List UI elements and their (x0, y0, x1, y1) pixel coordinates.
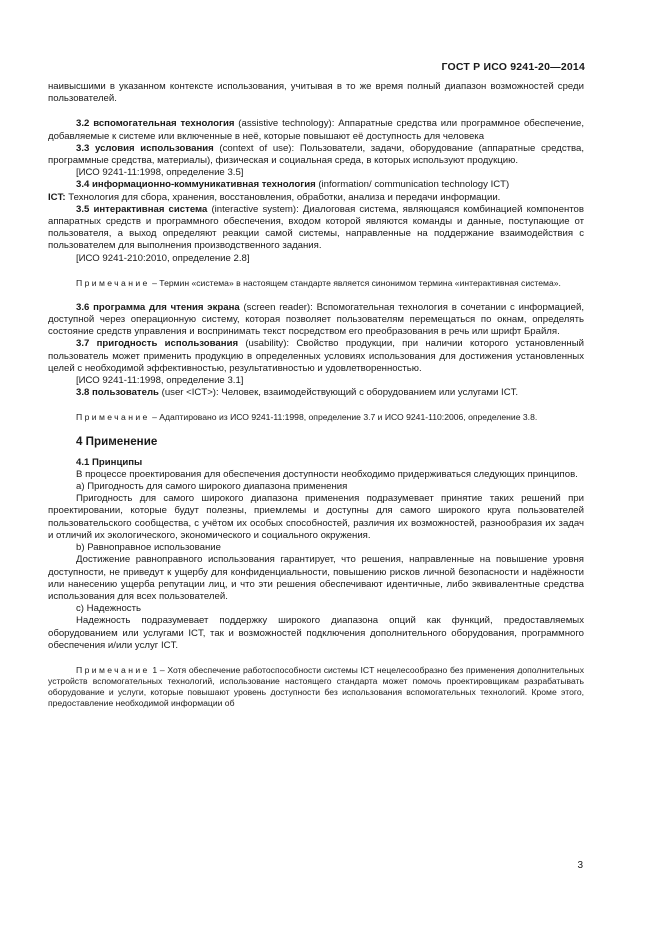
paragraph: В процессе проектирования для обеспечения доступности необходимо придерживаться следующих принципов. (76, 468, 578, 480)
section-heading: 4 Применение (76, 435, 158, 449)
term-3-2: 3.2 вспомогательная технология (assistive technology): Аппаратные средства или программное обеспечение, добавляемые к системе или включенные в неё, которые повышают её доступность для человека (48, 118, 584, 142)
principle-item: a) Пригодность для самого широкого диапазона применения (76, 481, 348, 493)
source-reference: [ИСО 9241-11:1998, определение 3.1] (76, 375, 244, 387)
continuation-paragraph: наивысшими в указанном контексте использования, учитывая в то же время полный диапазон возможностей среди пользователей. (48, 81, 584, 105)
paragraph: Пригодность для самого широкого диапазона применения подразумевает принятие таких решений при проектировании, которые будут полезны, приемлемы и доступны для самого широкого круга пользователей пользовательского сообщества, с учётом их особых способностей, различия их возможностей, разнообразия их задач и отличий их экологического, экономического и социального окружения. (48, 493, 584, 541)
document-header: ГОСТ Р ИСО 9241-20—2014 (441, 61, 585, 73)
page-number: 3 (577, 860, 583, 871)
term-3-4: 3.4 информационно-коммуникативная технология (information/ communication technology ICT) (76, 179, 510, 191)
note: Примечание – Адаптировано из ИСО 9241-11:1998, определение 3.7 и ИСО 9241-110:2006, определение 3.8. (76, 412, 538, 423)
note: Примечание – Термин «система» в настоящем стандарте является синонимом термина «интерактивная система». (76, 277, 561, 288)
paragraph: Достижение равноправного использования гарантирует, что решения, направленные на повышение уровня доступности, не приведут к ущербу для конфиденциальности, повышению рисков личной безопасности и надёжности или нанесению ущерба репутации лиц, и что эти решения обеспечивают идентичные, либо эквивалентные средства использования для всех пользователей. (48, 554, 584, 602)
term-3-4-definition: ICT: Технология для сбора, хранения, восстановления, обработки, анализа и передачи информации. (48, 191, 501, 203)
page-body (48, 81, 584, 709)
term-3-8: 3.8 пользователь (user <ICT>): Человек, взаимодействующий с оборудованием или услугами ICT. (76, 387, 519, 399)
term-3-7: 3.7 пригодность использования (usability): Свойство продукции, при наличии которого установленный пользователь может применить продукцию в определенных условиях использования для достижения установленных целей с необходимой эффективностью, результативностью и удовлетворенностью. (48, 338, 584, 374)
term-3-5: 3.5 интерактивная система (interactive system): Диалоговая система, являющаяся комбинацией компонентов аппаратных средств и программного обеспечения, входом которой являются команды и данные, поступающие от пользователя, а выход определяют реакции самой системы, направленные на поддержание взаимодействия с пользователем для выполнения производственного задания. (48, 203, 584, 252)
source-reference: [ИСО 9241-210:2010, определение 2.8] (76, 252, 250, 264)
term-3-6: 3.6 программа для чтения экрана (screen reader): Вспомогательная технология в сочетании с информацией, доступной через операционную систему, которая позволяет пользователям перемещаться по окнам, определять состояние средств управления и воспринимать текст посредством его преобразования в речь или шрифт Брайля. (48, 301, 585, 338)
term-3-3: 3.3 условия использования (context of use): Пользователи, задачи, оборудование (аппаратные средства, программные средства, материалы), физическая и социальная среда, в которых используют продукцию. (48, 142, 585, 167)
principle-item: b) Равноправное использование (76, 542, 221, 554)
principle-item: c) Надежность (76, 603, 141, 615)
paragraph: Надежность подразумевает поддержку широкого диапазона опций как функций, предоставляемых оборудованием или услугами ICT, так и возможностей подключения дополнительного оборудования, программного обеспечения и/или услуг ICT. (48, 615, 584, 651)
source-reference: [ИСО 9241-11:1998, определение 3.5] (76, 167, 244, 179)
note: Примечание 1 – Хотя обеспечение работоспособности системы ICT нецелесообразно без применения дополнительных устройств вспомогательных технологий, использование настоящего стандарта может помочь проектировщикам разрабатывать оборудование и услуги, которые повышают уровень доступности без использования вспомогательных технологий. Кроме этого, предоставление необходимой информации об (48, 664, 584, 708)
subsection-heading: 4.1 Принципы (76, 456, 143, 468)
